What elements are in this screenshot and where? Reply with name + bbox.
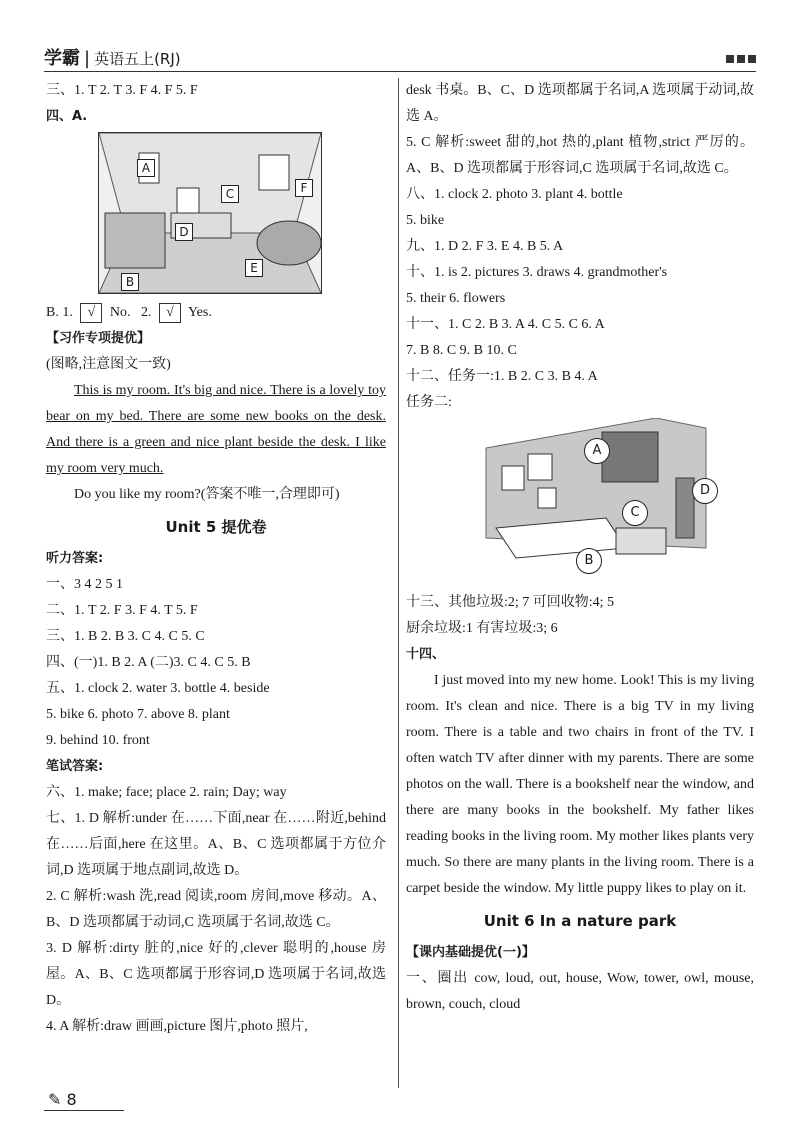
fig-label-c: C (221, 185, 239, 203)
page-header (44, 40, 756, 70)
essay-paragraph: Do you like my room?(答案不唯一,合理即可) (74, 487, 340, 502)
fig-label-b: B (121, 273, 139, 291)
pencil-icon: ✎ (48, 1090, 62, 1109)
answer-line: 5. bike 6. photo 7. above 8. plant (46, 707, 230, 722)
answer-line: 五、1. clock 2. water 3. bottle 4. beside (46, 681, 270, 696)
unit-title: Unit 6 In a nature park (483, 912, 677, 930)
fig2-label-d: D (692, 478, 718, 504)
answer-line: desk 书桌。B、C、D 选项都属于名词,A 选项属于动词,故选 A。 (406, 83, 754, 124)
answer-line: 4. A 解析:draw 画画,picture 图片,photo 照片, (46, 1019, 308, 1034)
fig2-label-b: B (576, 548, 602, 574)
right-column (406, 78, 754, 1018)
fig-label-a: A (137, 159, 155, 177)
check-box: √ (80, 303, 102, 323)
answer-line: 六、1. make; face; place 2. rain; Day; way (46, 785, 287, 800)
answer-line: 任务二: (406, 395, 452, 410)
answer-line: 十一、1. C 2. B 3. A 4. C 5. C 6. A (406, 317, 605, 332)
section-heading: 笔试答案: (46, 759, 104, 774)
section-heading: 听力答案: (46, 551, 104, 566)
book-subtitle: 英语五上(RJ) (94, 50, 181, 68)
fig-label-d: D (175, 223, 193, 241)
answer-line: 十二、任务一:1. B 2. C 3. B 4. A (406, 369, 598, 384)
room-drawing (99, 133, 321, 293)
essay-paragraph: This is my room. It's big and nice. There is a lovely toy bear on my bed. There are some new books on the desk. And there is a green and nice plant beside the desk. I like my room very much. (46, 383, 386, 476)
header-logo: 学霸 | 英语五上(RJ) (44, 48, 181, 69)
answer-line: 三、1. B 2. B 3. C 4. C 5. C (46, 629, 205, 644)
page-footer (48, 1090, 77, 1109)
answer-line: 5. C 解析:sweet 甜的,hot 热的,plant 植物,strict 严厉的。A、B、D 选项都属于形容词,C 选项属于名词,故选 C。 (406, 135, 754, 176)
answer-line: 一、3 4 2 5 1 (46, 577, 123, 592)
answer-line: 9. behind 10. front (46, 733, 150, 748)
check-box: √ (159, 303, 181, 323)
answer-line: 5. their 6. flowers (406, 291, 506, 306)
answer-line: 四、A. (46, 109, 88, 124)
section-heading: 【课内基础提优(一)】 (406, 945, 535, 960)
answer-line: 3. D 解析:dirty 脏的,nice 好的,clever 聪明的,house 房屋。A、B、C 选项都属于形容词,D 选项属于名词,故选 D。 (46, 941, 386, 1008)
answer-line: B. 1. √ No. 2. √ Yes. (46, 300, 386, 326)
fig-label-e: E (245, 259, 263, 277)
answer-line: 厨余垃圾:1 有害垃圾:3; 6 (406, 621, 558, 636)
fig2-label-c: C (622, 500, 648, 526)
living-room-illustration (466, 418, 726, 586)
answer-line: 八、1. clock 2. photo 3. plant 4. bottle (406, 187, 623, 202)
fig-label-f: F (295, 179, 313, 197)
answer-line: 九、1. D 2. F 3. E 4. B 5. A (406, 239, 564, 254)
answer-line: 2. C 解析:wash 洗,read 阅读,room 房间,move 移动。A、B、D 选项都属于动词,C 选项属于名词,故选 C。 (46, 889, 386, 930)
unit-title: Unit 5 提优卷 (165, 518, 267, 536)
page-number: 8 (66, 1090, 77, 1109)
left-column (46, 78, 386, 1040)
answer-line: 二、1. T 2. F 3. F 4. T 5. F (46, 603, 198, 618)
column-divider (398, 78, 399, 1088)
answer-line: 十三、其他垃圾:2; 7 可回收物:4; 5 (406, 595, 615, 610)
note: (图略,注意图文一致) (46, 357, 171, 372)
footer-rule (44, 1110, 124, 1111)
fig2-label-a: A (584, 438, 610, 464)
essay-paragraph: I just moved into my new home. Look! This is my living room. It's clean and nice. There is a big TV in my living room. There is a table and two chairs in front of the TV. I often watch TV after dinner with my parents. There are some photos on the wall. There is a bookshelf near the window, and there are many books in the bookshelf. My father likes reading books in the living room. My mother likes plants very much. So there are many plants in the living room. There is a carpet beside the window. My little puppy likes to play on it. (406, 673, 755, 896)
logo-text: 学霸 (44, 48, 80, 69)
header-rule (44, 71, 756, 72)
answer-line: 一、圈出 cow, loud, out, house, Wow, tower, owl, mouse, brown, couch, cloud (406, 971, 754, 1012)
answer-line: 5. bike (406, 213, 445, 228)
answer-line: 十四、 (406, 647, 446, 662)
header-blocks (723, 50, 756, 68)
section-heading: 【习作专项提优】 (46, 331, 151, 346)
answer-line: 7. B 8. C 9. B 10. C (406, 343, 517, 358)
answer-line: 四、(一)1. B 2. A (二)3. C 4. C 5. B (46, 655, 251, 670)
answer-line: 七、1. D 解析:under 在……下面,near 在……附近,behind 在……后面,here 在这里。A、B、C 选项都属于方位介词,D 选项属于地点副词,故选 D。 (46, 811, 386, 878)
answer-line: 十、1. is 2. pictures 3. draws 4. grandmother's (406, 265, 668, 280)
room-illustration (98, 132, 322, 294)
answer-line: 三、1. T 2. T 3. F 4. F 5. F (46, 83, 198, 98)
